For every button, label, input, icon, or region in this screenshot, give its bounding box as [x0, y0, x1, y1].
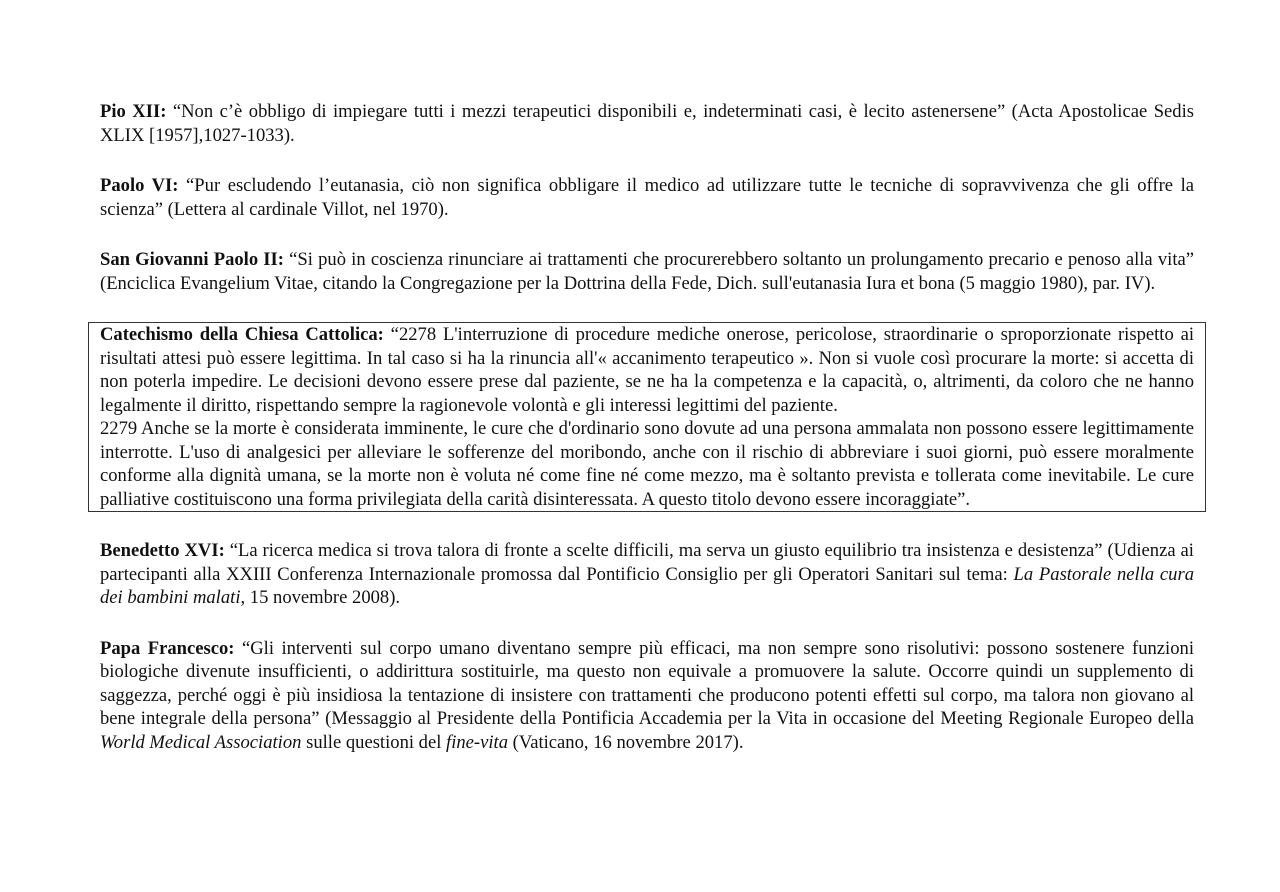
paragraph-catechismo-2279	[100, 417, 1194, 511]
author-name: Papa Francesco:	[100, 637, 235, 659]
paragraph-catechismo-2278	[100, 323, 1194, 417]
catechismo-box	[88, 322, 1206, 512]
italic-title: La Pastorale nella cura dei bambini malati	[100, 563, 1194, 608]
italic-term: fine-vita	[446, 731, 509, 753]
quote-text-end: (Vaticano, 16 novembre 2017).	[508, 731, 744, 753]
quote-text: “Pur escludendo l’eutanasia, ciò non significa obbligare il medico ad utilizzare tutte le tecniche di sopravvivenza che gli offre la scienza” (Lettera al cardinale Villot, nel 1970).	[100, 175, 1194, 220]
quote-text: 2279 Anche se la morte è considerata imminente, le cure che d'ordinario sono dovute ad una persona ammalata non possono essere legittimamente interrotte. L'uso di analgesici per alleviare le sofferenze del moribondo, anche con il rischio di abbreviare i suoi giorni, può essere moralmente conforme alla dignità umana, se la morte non è voluta né come fine né come mezzo, ma è soltanto prevista e tollerata come inevitabile. Le cure palliative costituiscono una forma privilegiata della carità disinteressata. A questo titolo devono essere incoraggiate”.	[100, 418, 1194, 510]
quote-text-end: , 15 novembre 2008).	[240, 587, 401, 608]
quote-text: “Non c’è obbligo di impiegare tutti i mezzi terapeutici disponibili e, indeterminati casi, è lecito astenersene” (Acta Apostolicae Sedis XLIX [1957],1027-1033).	[100, 101, 1194, 146]
document-body	[100, 100, 1194, 754]
paragraph-benedetto-xvi	[100, 539, 1194, 610]
paragraph-pio-xii	[100, 100, 1194, 147]
author-name: Pio XII:	[100, 101, 167, 122]
paragraph-paolo-vi	[100, 174, 1194, 221]
quote-text-mid: sulle questioni del	[301, 731, 447, 753]
italic-organization: World Medical Association	[100, 731, 302, 753]
quote-text: “2278 L'interruzione di procedure mediche onerose, pericolose, straordinarie o sproporzionate rispetto ai risultati attesi può essere legittima. In tal caso si ha la rinuncia all'« accanimento terapeutico ». Non si vuole così procurare la morte: si accetta di non poterla impedire. Le decisioni devono essere prese dal paziente, se ne ha la competenza e la capacità, o, altrimenti, da coloro che ne hanno legalmente il diritto, rispettando sempre la ragionevole volontà e gli interessi legittimi del paziente.	[100, 324, 1194, 416]
quote-text: “La ricerca medica si trova talora di fronte a scelte difficili, ma serva un giusto equilibrio tra insistenza e desistenza” (Udienza ai partecipanti alla XXIII Conferenza Internazionale promossa dal Pontificio Consiglio per gli Operatori Sanitari sul tema:	[100, 540, 1194, 585]
author-name: Benedetto XVI:	[100, 540, 225, 561]
quote-text: “Gli interventi sul corpo umano diventano sempre più efficaci, ma non sempre sono risolutivi: possono sostenere funzioni biologiche divenute insufficienti, o addirittura sostituirle, ma questo non equivale a promuovere la salute. Occorre quindi un supplemento di saggezza, perché oggi è più insidiosa la tentazione di insistere con trattamenti che producono potenti effetti sul corpo, ma talora non giovano al bene integrale della persona” (Messaggio al Presidente della Pontificia Accademia per la Vita in occasione del Meeting Regionale Europeo della	[100, 637, 1194, 729]
paragraph-giovanni-paolo-ii	[100, 248, 1194, 295]
author-name: San Giovanni Paolo II:	[100, 249, 284, 270]
paragraph-papa-francesco	[100, 637, 1194, 755]
author-name: Catechismo della Chiesa Cattolica:	[100, 324, 384, 345]
quote-text: “Si può in coscienza rinunciare ai trattamenti che procurerebbero soltanto un prolungamento precario e penoso alla vita” (Enciclica Evangelium Vitae, citando la Congregazione per la Dottrina della Fede, Dich. sull'eutanasia Iura et bona (5 maggio 1980), par. IV).	[100, 249, 1194, 294]
author-name: Paolo VI:	[100, 175, 179, 196]
